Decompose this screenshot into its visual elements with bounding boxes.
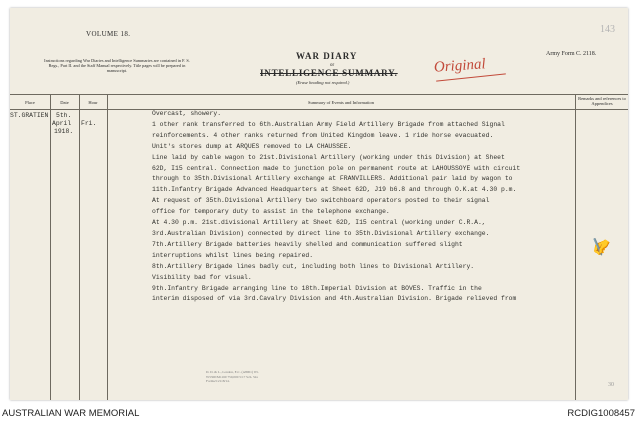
diary-line: 8th.Artillery Brigade lines badly cut, including both lines to Divisional Artillery. — [152, 262, 475, 270]
diary-line: through to 35th.Divisional Artillery exchange at FRANVILLERS. Additional pair laid by wagon to — [152, 175, 513, 183]
diary-line: At 4.30 p.m. 21st.divisional Artillery at Sheet 62D, I15 central (working under C.R.A., — [152, 219, 486, 227]
footer-source-label: AUSTRALIAN WAR MEMORIAL — [2, 408, 140, 419]
header-place: Place — [25, 100, 35, 105]
war-diary-page — [10, 8, 628, 400]
page-title: WAR DIARY — [296, 51, 358, 61]
handwritten-signature: ✍ — [588, 233, 613, 260]
column-divider — [107, 95, 108, 400]
volume-label: VOLUME 18. — [86, 30, 131, 38]
diary-line: 9th.Infantry Brigade arranging line to 18th.Imperial Division at BOVES. Traffic in the — [152, 284, 482, 292]
army-form-label: Army Form C. 2118. — [546, 51, 597, 57]
or-label: or — [330, 63, 335, 68]
entry-place: ST.GRATIEN — [10, 112, 49, 119]
table-top-rule — [10, 94, 628, 95]
entry-date-year: 1918. — [54, 128, 74, 135]
column-divider — [50, 95, 51, 400]
column-divider — [79, 95, 80, 400]
diary-line: interim disposed of via 3rd.Cavalry Division and 4th.Australian Division. Brigade relieved from — [152, 295, 517, 303]
instructions-note: Instructions regarding War Diaries and Intelligence Summaries are contained in F. S. Regs., Part II. and the Staff Manual respectively. Title pages will be prepared in manuscript. — [44, 58, 190, 74]
diary-line: office for temporary duty to assist in the telephone exchange. — [152, 208, 390, 216]
diary-line: 11th.Infantry Brigade Advanced Headquarters at Sheet 62D, J19 b6.8 and through O.K.at 4.30 p.m. — [152, 186, 517, 194]
erase-note: (Erase heading not required.) — [296, 80, 350, 85]
entry-date-month: April — [52, 120, 72, 127]
diary-line: 3rd.Australian Division) connected by direct line to 35th.Divisional Artillery exchange. — [152, 229, 490, 237]
header-remarks: Remarks and references to Appendices — [578, 96, 626, 106]
header-date: Date — [60, 100, 69, 105]
diary-line: 1 other rank transferred to 6th.Australian Army Field Artillery Brigade from attached Signal — [152, 120, 505, 128]
diary-entry-text — [152, 109, 582, 305]
page-number-stamp: 143 — [600, 24, 615, 35]
diary-line: At request of 35th.Divisional Artillery two switchboard operators posted to their signal — [152, 197, 490, 205]
header-hour: Hour — [88, 100, 98, 105]
header-summary: Summary of Events and Information — [308, 100, 374, 105]
diary-line: Overcast, showery. — [152, 110, 222, 117]
footer-record-id: RCDIG1008457 — [567, 408, 635, 419]
diary-line: Visibility bad for visual. — [152, 273, 252, 281]
diary-line: reinforcements. 4 other ranks returned from United Kingdom leave. 1 ride horse evacuated. — [152, 131, 494, 139]
intelligence-summary-heading: INTELLIGENCE SUMMARY. — [260, 68, 398, 78]
diary-line: 62D, I15 central. Connection made to junction pole on permanent route at LAHOUSSOYE with circuit — [152, 164, 521, 172]
diary-line: Line laid by cable wagon to 21st.Divisional Artillery (working under this Division) at Sheet — [152, 153, 505, 161]
entry-date-day: 5th. — [56, 112, 72, 119]
diary-line: Unit's stores dump at ARQUES removed to LA CHAUSSEE. — [152, 142, 352, 150]
diary-line: interruptions whilst lines being repaired. — [152, 251, 314, 259]
entry-hour: Fri. — [81, 120, 97, 127]
printer-imprint: D. D. & L., London, E.C. (A8001) Wt. W5300/M1160 750,000 5/17 Sch. 52a Forms/C2118/14. — [206, 370, 259, 383]
margin-number: 30 — [608, 382, 614, 388]
diary-line: 7th.Artillery Brigade batteries heavily shelled and communication suffered slight — [152, 240, 463, 248]
original-handwritten-mark: Original — [433, 56, 487, 76]
